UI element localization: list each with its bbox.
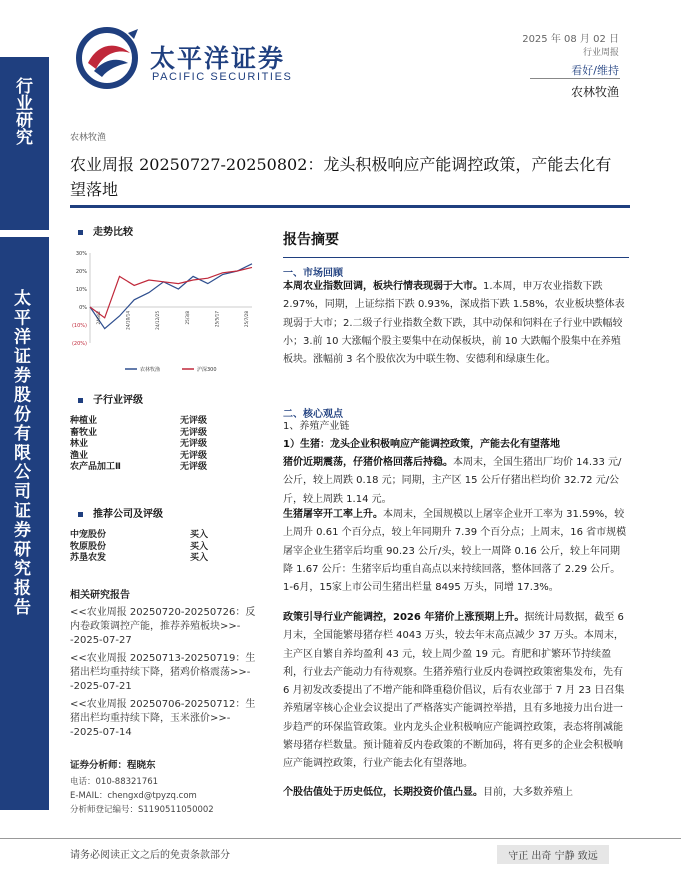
x-tick-label: 25/3/8 [184,311,190,325]
summary-heading: 报告摘要 [283,232,339,248]
table-row: 苏垦农发 买入 [70,553,209,563]
para-market: 本周农业指数回调，板块行情表现弱于大市。1.本周，申万农业指数下跌 2.97%，同期，上证综指下跌 0.93%，深成指下跌 1.58%，农业板块整体表现弱于大市；2.二级子行业指数全数下跌，其中动保和饲料在子行业中跌幅较小；3.前 10 大涨幅个股主要集中在动保板块，前 10 大跌幅个股集中在养殖板块。涨幅前 3 名个股依次为中联生物、安德利和绿康生化。 [283,281,625,366]
x-tick-label: 24/12/25 [155,311,161,330]
y-tick-label: (10%) [71,323,87,329]
footer-rule [0,838,681,839]
trend-chart [70,247,260,377]
sub-rating-table [70,416,260,474]
header-rule [530,78,620,79]
para-policy: 政策引导行业产能调控，2026 年猪价上涨预期上升。据统计局数据，截至 6 月末，全国能繁母猪存栏 4043 万头，较去年末高点减少 37 万头。本周末，主产区自繁自养均盈利 43 元，较上周少盈 19 元。育肥和扩繁环节持续盈利，行业去产能动力有待观察。生猪养殖行业反内卷调控政策密集发布，先有 6 月初发改委提出了不增产能和降重稳价倡议，后有农业部于 7 月 23 日召集养殖屠宰核心企业会议提出了严格落实产能调控举措，且有多地接力出台进一步趋严的环保监管政策。业内龙头企业积极响应产能调控政策，表态将削减能繁母猪存栏数量。预计随着反内卷政策的不断加码，将有更多的企业会积极响应产能调控政策，行业产能去化有望落地。 [283,612,625,770]
para-slaughter: 生猪屠宰开工率上升。本周末，全国规模以上屠宰企业开工率为 31.59%，较上周升 0.61 个百分点，较上年同期升 7.39 个百分点；上周末，16 省市规模屠宰企业生猪宰后均重 90.23 公斤/头，较上一周降 0.16 公斤，较上年同期降 1.67 公斤：生猪宰后均重自高点以来持续回落，整体回落了 2.29 公斤。1-6月，15家上市公司生猪出栏量 8495 万头，同增 17.3%。 [283,509,627,594]
section-market-review: 一、市场回顾 [283,268,343,279]
sidebar-band-bottom [0,237,49,810]
title-rule [70,205,630,208]
logo-cn: 太平洋证券 [150,44,286,73]
breadcrumb: 农林牧渔 [70,133,107,143]
recommend-table [70,530,260,565]
related-item[interactable]: <<农业周报 20250713-20250719：生猪出栏均重持续下降，猪鸡价格震荡>>--2025-07-21 [70,653,256,692]
table-row: 渔业 无评级 [70,450,208,461]
trend-heading: 走势比较 [78,223,133,238]
x-tick-label: 24/10/14 [125,311,131,330]
summary-rule [283,257,629,258]
footer-disclaimer: 请务必阅读正文之后的免责条款部分 [70,850,230,861]
sub-rating-heading: 子行业评级 [78,391,143,406]
company-logo [74,25,294,91]
footer-motto: 守正 出奇 宁静 致远 [497,845,609,864]
series-line-0 [90,264,252,329]
y-tick-label: 0% [79,305,87,311]
analyst-cert: 分析师登记编号：S1190511050002 [70,805,214,815]
related-item[interactable]: <<农业周报 20250706-20250712：生猪出栏均重持续下降，玉米涨价>>--2025-07-14 [70,699,256,738]
report-type: 行业周报 [582,48,619,58]
related-heading: 相关研究报告 [70,590,130,601]
para-hog-heading: 1）生猪：龙头企业积极响应产能调控政策，产能去化有望落地 [283,439,560,450]
related-item[interactable]: <<农业周报 20250720-20250726：反内卷政策调控产能，推荐养殖板块>>--2025-07-27 [70,607,256,646]
industry-rating: 看好/维持 [571,64,619,77]
analyst-email[interactable]: E-MAIL：chengxd@tpyzq.com [70,791,197,801]
table-row: 林业 无评级 [70,439,208,449]
table-row: 农产品加工Ⅱ 无评级 [70,462,208,472]
sidebar-label-research: 行业研究 [12,77,32,145]
table-row: 种植业 无评级 [70,416,208,426]
section-core-views: 二、核心观点 [283,409,343,420]
table-row: 中宠股份 买入 [70,530,209,540]
report-date: 2025 年 08 月 02 日 [522,34,619,45]
logo-mark-icon [74,25,144,91]
y-tick-label: 20% [75,269,87,275]
sidebar-label-company: 太平洋证券股份有限公司证券研究报告 [10,289,30,618]
analyst-name: 证券分析师：程晓东 [70,760,156,771]
para-hog-price: 猪价近期震荡，仔猪价格回落后持稳。本周末，全国生猪出厂均价 14.33 元/公斤，较上周跌 0.18 元；同期，主产区 15 公斤仔猪出栏均价 32.72 元/公斤，较上周跌 1.14 元。 [283,457,622,505]
para-valuation: 个股估值处于历史低位，长期投资价值凸显。目前，大多数养殖上 [283,787,573,798]
table-row: 牧原股份 买入 [70,541,209,552]
logo-en: PACIFIC SECURITIES [152,71,293,83]
table-row: 畜牧业 无评级 [70,427,208,438]
y-tick-label: 10% [75,287,87,293]
recommend-heading: 推荐公司及评级 [78,505,163,520]
analyst-phone: 电话：010-88321761 [70,777,159,787]
legend-label: 农林牧渔 [140,367,161,373]
x-tick-label: 25/7/28 [244,311,249,328]
page-title: 农业周报 20250727-20250802：龙头积极响应产能调控政策，产能去化有望落地 [70,155,612,199]
x-tick-label: 25/5/17 [214,311,220,328]
x-tick-label: 24/8/2 [96,311,101,325]
sub-section-breeding: 1、养殖产业链 [283,421,350,432]
series-line-1 [90,267,252,317]
sidebar-band-top [0,57,49,230]
legend-label: 沪深300 [197,367,217,373]
industry-name: 农林牧渔 [570,85,619,99]
y-tick-label: 30% [75,251,87,257]
y-tick-label: (20%) [71,341,87,347]
